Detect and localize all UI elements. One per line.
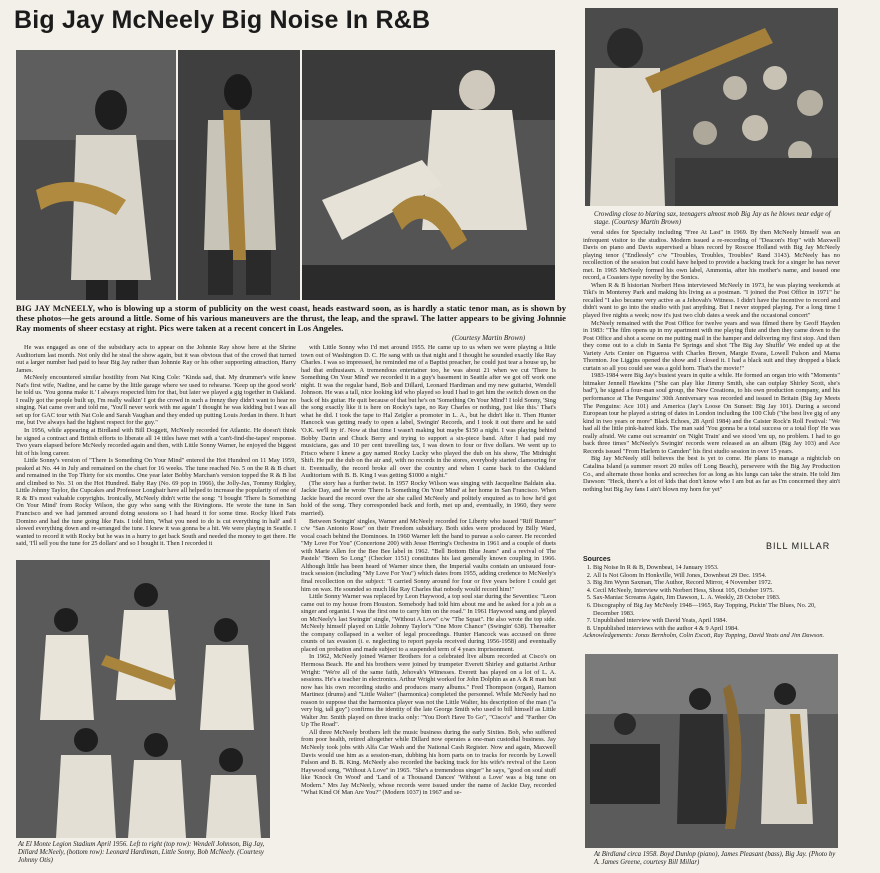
article-column-2: [301, 344, 556, 868]
article-title: Big Jay McNeely Big Noise In R&B: [14, 6, 431, 34]
photo-leap: [178, 50, 300, 300]
paragraph: McNeely encountered similar hostility from Nat King Cole: "Kinda sad, that. My drummer's wife knew Nat's first wife, Nadine, and he came by the little garage where we used to rehearse. 'Keep up the good work' he told us. 'You gonna make it.' I always respected him for that, but later we played a gig together in Oakland. I really got the people built up, I'm really walkin' I got the crowd in such a frenzy they didn't want to hear no singing. Nat came over and told me, 'You'll never work with me again' I thought he was kidding but I was all set up for GAC tour with Nat Cole and Sarah Vaughan and they ended up putting Louis Jordan in there. It hurt me, but I've always had the highest respect for the guy.": [16, 374, 296, 427]
paragraph: In 1962, McNeely joined Warner Brothers for a celebrated live album recorded at Cisco's on Hermosa Beach. He and his brothers were joined by trumpeter Everett Shirley and guitarist Arthur Wright: "We're all of the same faith, Jehovah's Witnesses. Everett has played on a lot of L. A. sessions. He's a teacher in electronics. Arthur Wright worked for John Dolphin as an A & R man but now has his own recording studio and produces many albums." Fred Thompson (organ), Ramon Martinez (drums) and "Little Walter" (harmonica) completed the personnel. While McNeely had no reason to suppose that the harmonica player was not the Little Walter, his description of the man ("a very big, tall guy") confirms the identity of the late George Smith who used to bill himself as Little Walter Jnr. Smith played on three tracks only: "You Don't Have To Go", "Cisco's" and "Farther On Up The Road".: [301, 653, 556, 729]
paragraph: Little Sonny's version of "There Is Something On Your Mind" entered the Hot Hundred on 11 May 1959, peaked at No. 44 in July and remained on the chart for 16 weeks. The tune reached No. 5 on the R & B chart and remained in the Top Thirty for six months. One year later Bobby Marchan's version topped the R & B list and climbed to No. 31 on the Hot Hundred. Baby Ray (No. 69 pop in 1966), the Jolly-Jax, Tommy Ridgley, Little Johnny Taylor, the Cupcakes and Professor Longhair have all helped to increase the popularity of one of R & B's most valuable copyrights. Ironically, McNeely didn't write the song: "I bought 'There Is Something On Your Mind' from Rocky Wilson, the guy who sang with the Rivingtons. He wrote the tune in San Francisco and we had jammed around doing sessions so I had heard it for some time. Rocky liked Fats Domino and had the tune going like Fats. I told him, 'What you need to do is cut everything in half' and I slowed everything down and re-arranged the tune. I knew it was gonna be a hit. We were playing in Seattle. I wanted to record it with Rocky but he was in a hurry to get back South and needed the money to get there. He said, 'I'll sell you the tune for 25 dollars' and so I bought it. Then I recorded it: [16, 457, 296, 548]
photo-birdland: [585, 654, 838, 848]
paragraph: Little Sonny Warner was replaced by Leon Haywood, a top soul star during the Seventies: "Leon came out to my house from Houston. Somebody had told him about me and he asked for a job as a singer and organist. I was the first one to carry him on the road." In 1961 Haywood sang and played on McNeely's last Swingin' single, "Without A Love" c/w "The Squat". He also wrote the top side. McNeely himself played on Little Johnny Taylor's "One More Chance" (Swingin' 638). Thereafter the company collapsed in a welter of legal proceedings. Hunter Hancock was accused on three counts of tax evasion (i. e. neglecting to report payola received during 1956-1958) and eventually placed on probation and made subject to a suspended term of 4 years imprisonment.: [301, 593, 556, 653]
paragraph: Between Swingin' singles, Warner and McNeely recorded for Liberty who issued "Riff Runner" c/w "San Antonio Rose" on their Freedom subsidiary. Both sides were produced by Billy Ward, vocal coach behind the Dominoes. In 1960 Warner left the band to pursue a solo career. He recorded "My Love For You" (Concertone 200) with Jesse Herring's Orchestra in 1961 and a couple of duets with Marie Allen for the Bee Bee label in 1962. "Bell Bottom Blue Jeans" and a revival of The Pastels' "Been So Long" (Checker 1151) constitutes his last generally known coupling in 1966. Although little has been heard of Warner since then, the Imperial vaults contain an unissued four-track session (including "My Love For You") which dates from 1955, adding credence to McNeely's final recollection on the subject: "I carried Sonny around for four or five years before I could get him on wax. He sounded so much like Ray Charles that nobody would record him!": [301, 517, 556, 593]
sources-block: [583, 556, 840, 640]
paragraph: 1983-1984 were Big Jay's busiest years in quite a while. He formed an organ trio with "Moments" hitmaker Jennell Hawkins ("She can play like Jimmy Smith, she can outplay Shirley Scott, she's bad"), he signed a four-man soul group, the New Creations, to his own production company, and his performance at The Penguins' 30th Anniversary was recorded and issued in Britain (Big Jay Meets The Penguins: Ace 101) and America (Jay's Loose On Sunset: Big Jay 101). During a second European tour he played a string of dates in London including the 100 Club ("the best live gig of any kind in two years or more" Black Echoes, 28 April 1984) and the Caister Rock'n Roll Festival: "We had all the little pink-haired kids. The man said 'You gonna be a total success or a total flop' He was really afraid. We came out screamin' on 'Night Train' and we stood 'em up, no problem. I had to go back three times" McNeely's Swingin' records were released as an album (Big Jay 103) and Ace Records issued "From Harlem to Camden" his first studio session in over 15 years.: [583, 372, 840, 455]
photo-sprawl: [302, 50, 555, 300]
article-column-3: [583, 229, 840, 541]
photo-teenagers-crowd: [585, 8, 838, 206]
source-item: 6. Discography of Big Jay McNeely 1948—1965, Ray Topping, Pickin' The Blues, No. 20, December 1983.: [593, 602, 840, 617]
sources-heading: Sources: [583, 556, 611, 563]
photo-thrust: [16, 50, 176, 300]
source-item: 1. Big Noise In R & B, Downbeat, 14 January 1953.: [593, 564, 840, 572]
source-item: 7. Unpublished interview with David Yeats, April 1984.: [593, 617, 840, 625]
birdland-photo-caption: At Birdland circa 1958. Boyd Dunlop (piano), James Pleasant (bass), Big Jay. (Photo by A. James Greene, courtesy Bill Millar): [594, 851, 836, 866]
paragraph: McNeely remained with the Post Office for twelve years and was filmed there by Geoff Hayden in 1983: "The film opens up in my apartment with me playing flute and then they came down to the Post Office and shot a scene on me putting mail in the hamper and delivering my first stop. And then they come out to a club in Santa Fe Springs and shot 'The Big Jay Shuffle' We ended up at the Variety Arts Center on Figueroa with Charles Brown, Margie Evans, Lowell Fulson and Mama Thornton. Joe Liggins opened the show and I closed it. I had a black suit and they dropped a black curtain so all you could see was a gold horn. That's the movie!": [583, 319, 840, 372]
source-item: 2. All Is Not Gloom In Honkville, Will Jones, Downbeat 29 Dec. 1954.: [593, 572, 840, 580]
acknowledgements: Acknowledgements: Jonas Bernholm, Colin Escott, Ray Topping, David Yeats and Jim Dawson.: [583, 632, 825, 640]
source-item: 5. Sax-Maniac Screams Again, Jim Dawson, L. A. Weekly, 28 October 1983.: [593, 594, 840, 602]
teenagers-photo-caption: Crowding close to blaring sax, teenagers almost mob Big Jay as he blows near edge of stage. (Courtesy Martin Brown): [594, 211, 831, 226]
paragraph: veral sides for Specialty including "Free At Last" in 1969. By then McNeely himself was an infrequent visitor to the studios. Modern issued a re-recording of "Deacon's Hop" with Maxwell Davis on piano and Davis supervised a blues record by Roscoe Holland with Big Jay McNeely playing tenor ("Endlessly" c/w "Troubles, Troubles, Troubles" Rand 3143). McNeely has no recollection of the session but could have helped to provide a backing track for a singer he has never met. In 1965 McNeely formed his own label, Ammonia, after his mother's name, and issued one record, a Coasters type novelty by the Sonics.: [583, 229, 840, 282]
main-photo-credit: (Courtesy Martin Brown): [452, 334, 526, 342]
source-item: 4. Cecil McNeely, Interview with Norbert Hess, Shout 105, October 1975.: [593, 587, 840, 595]
paragraph: When R & B historian Norbert Hess interviewed McNeely in 1973, he was playing weekends at Tiki's in Monterey Park and making his living as a postman. "I joined the Post Office in 1971" he recalled "I also became very active as a Jehovah's Witness. I didn't have the incentive to record and didn't want to go into the studio with just anything. But I never stopped playing. For a long time I played five nights a week; now it's just two club dates a week and the occasional concert": [583, 281, 840, 320]
paragraph: (The story has a further twist. In 1957 Rocky Wilson was singing with Jacqueline Baldain aka. Jackie Day, and he wrote 'There Is Something On Your Mind' at her home in San Francisco. When Jackie heard the record over the air she called McNeely and politely enquired as to how he'd got hold of the song. They corresponded back and forth, met up and, eventually, in 1960, they were married).: [301, 479, 556, 518]
paragraph: with Little Sonny who I'd met around 1955. He came up to us when we were playing a little town out of Washington D. C. He sang with us that night and I thought he sounded exactly like Ray Charles. I was so impressed, he reminded me of a Baptist preacher, he could just tear a house up, he had that enthusiasm. A tremendous entertainer too, he was about 21 when we cut 'There Is Something On Your Mind' we recorded it in a guy's basement in Seattle after we got off work one night. It was the regular band, Bob and Dillard, Leonard Hardiman and my new guitarist, Wendell Johnson. He was a tall, nice looking kid who played so loud I had to get him the switch down on the back of his guitar. He quit because of that but he's on 'Something On Your Mind'! I told Sonny, 'Sing the song exactly like it is here on Rocky's tape, no Ray Charles or nothing, just like this.' That's what he did. I took the tape to Hal Zeigler a promoter in L. A., but he didn't like it. Then Hunter Hancock was getting ready to open a label, Swingin' Records, and I took it out there and he said 'O.K. we'll try it'. Now at that time I wasn't making but maybe $150 a night. I was playing behind Bobby Darin and Chuck Berry and trying to support a six-piece band. After I had paid my musicians, gas and 10 per cent travelling tax, I was down to four or five dollars. We went up to Frisco where I knew a guy named Rocky Lucky who played the dub on his show, The Midnight Shift. He put the dub on the air and, with no records in the stores, everybody started clamouring for it. Eventually, the record broke all over the country and when I came back to the Oakland Auditorium with B. B. King I was getting $1000 a night.": [301, 344, 556, 480]
paragraph: In 1956, while appearing at Birdland with Bill Doggett, McNeely recorded for Atlantic. He doesn't think he signed a contract and British efforts to liberate all 14 titles have met with a 'can't-find-the-tapes' response. Two years elapsed before McNeely recorded again and then, with Little Sonny Warner, he enjoyed the biggest hit of his long career.: [16, 427, 296, 457]
paragraph: He was engaged as one of the subsidiary acts to appear on the Johnnie Ray show here at the Shrine Auditorium last month. Not only did he steal the show again, but it was obvious that of the crowd that turned out a larger number had paid to hear Big Jay rather than Johnnie Ray or his other supporting attraction, Harry James.: [16, 344, 296, 374]
author-byline: BILL MILLAR: [766, 541, 831, 551]
paragraph: All three McNeely brothers left the music business during the early Sixties. Bob, who suffered from poor health, retired altogether while Dillard now operates a one-man custodial business. Jay McNeely took jobs with Alfa Car Wash and the National Cash Register. Now and again, Maxwell Davis would use him as a session-man, dubbing his horn parts on to tracks for records by Lowell Fulson and B. B. King. McNeely also recorded the backing track for his wife's revival of the Leon Haywood song, "Without A Love" in 1965. "She's a tremendous singer" he says, "good on soul stuff like 'Knock On Wood' and 'Land of a Thousand Dances' 'Without a Love' was a big tune on Modern." Mrs Jay McNeely, whose records were issued under the name of Jackie Day, recorded "What Kind Of Man Are You?" (Modern 1037) in 1967 and se-: [301, 728, 556, 797]
article-column-1: [16, 344, 296, 557]
paragraph: Big Jay McNeely still believes the best is yet to come. He plans to manage a nightclub on Catalina Island (a summer resort 20 miles off Long Beach), persevere with the Big Jay Production Co., and alternate those honks and screeches for as long as his lungs can take the strain. He told Jim Dawson: "Heck, there's a lot of kids that don't know who I am but as far as I'm concerned they ain't nothing but Big Jay fans I ain't blown my horn for yet": [583, 455, 840, 493]
photo-el-monte-band: [16, 560, 270, 838]
main-photo-caption: BIG JAY McNEELY, who is blowing up a storm of publicity on the west coast, heads eastward soon, as is hardly a static tenor man, as is shown by these photos—he gets around a little. Some of his various maneuvers are the thrust, the leap, and the sprawl. The latter appears to be giving Johnnie Ray moments of sheer ecstasy at right. Pics were taken at a recent concert in Los Angeles.: [16, 303, 566, 333]
source-item: 3. Big Jim Wynn Saxman, The Author, Record Mirror, 4 November 1972.: [593, 579, 840, 587]
source-item: 8. Unpublished interviews with the author 4 & 9 April 1984.: [593, 625, 840, 633]
el-monte-photo-caption: At El Monte Legion Stadium April 1956. Left to right (top row): Wendell Johnson, Big Jay, Dillard McNeely, (bottom row): Leonard Hardiman, Little Sonny, Bob McNeely. (Courtesy Johnny Otis): [18, 841, 265, 864]
